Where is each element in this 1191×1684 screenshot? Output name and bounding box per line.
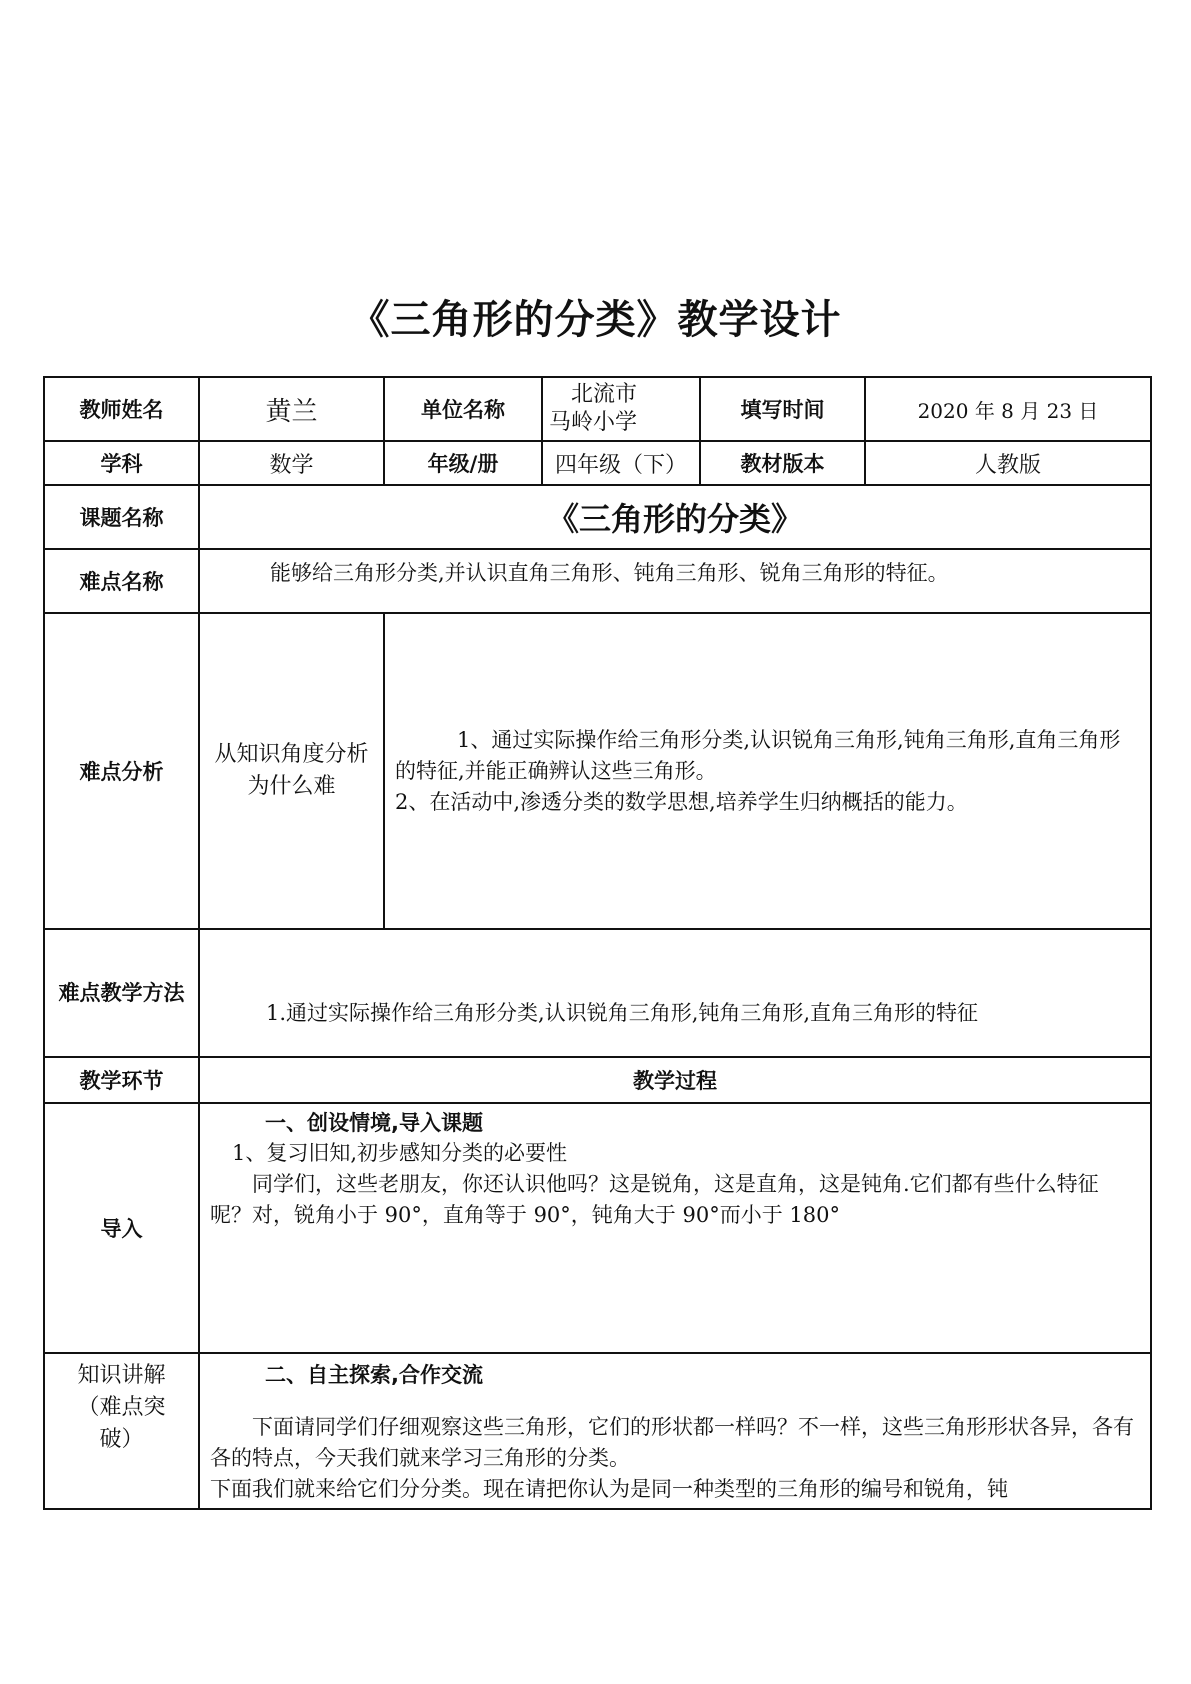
difficulty-label: 难点名称 [44,549,199,613]
subject-label: 学科 [44,441,199,485]
knowledge-content [199,1353,1151,1509]
fill-date-value: 2020 年 8 月 23 日 [865,377,1151,441]
analysis-sub-text: 从知识角度分析为什么难 [214,742,369,799]
knowledge-label: 知识讲解（难点突破） [77,1363,166,1452]
grade-value: 四年级（下） [542,441,700,485]
intro-heading: 一、创设情境,导入课题 [265,1111,483,1135]
intro-text: 同学们，这些老朋友，你还认识他吗？这是锐角，这是直角，这是钝角.它们都有些什么特征呢？对，锐角小于 90°，直角等于 90°，钝角大于 90°而小于 180° [210,1172,1099,1227]
topic-value: 《三角形的分类》 [199,485,1151,549]
edition-label: 教材版本 [700,441,865,485]
analysis-sub-label [199,613,384,929]
unit-name-value [542,377,700,441]
analysis-line2: 2、在活动中,渗透分类的数学思想,培养学生归纳概括的能力。 [395,789,968,814]
fill-date-label: 填写时间 [700,377,865,441]
method-cell [199,929,1151,1057]
topic-label: 课题名称 [44,485,199,549]
unit-name-label: 单位名称 [384,377,542,441]
knowledge-heading: 二、自主探索,合作交流 [265,1363,483,1387]
unit-name-line2: 马岭小学 [549,410,638,435]
unit-name-line1: 北流市 [571,382,638,407]
subject-value: 数学 [199,441,384,485]
intro-label: 导入 [44,1103,199,1353]
analysis-label: 难点分析 [44,613,199,929]
knowledge-text1: 下面请同学们仔细观察这些三角形，它们的形状都一样吗？不一样，这些三角形形状各异，各有各的特点，今天我们就来学习三角形的分类。 [210,1415,1134,1470]
process-header: 教学过程 [199,1057,1151,1103]
analysis-content [384,613,1151,929]
difficulty-value: 能够给三角形分类,并认识直角三角形、钝角三角形、锐角三角形的特征。 [270,561,949,585]
intro-content [199,1103,1151,1353]
teacher-name-value: 黄兰 [199,377,384,441]
analysis-line1: 1、通过实际操作给三角形分类,认识锐角三角形,钝角三角形,直角三角形的特征,并能正确辨认这些三角形。 [395,727,1121,783]
difficulty-cell [199,549,1151,613]
knowledge-label-cell [44,1353,199,1509]
intro-sub: 1、复习旧知,初步感知分类的必要性 [232,1141,568,1165]
document-title: 《三角形的分类》教学设计 [349,297,842,343]
method-label: 难点教学方法 [44,929,199,1057]
knowledge-text2: 下面我们就来给它们分分类。现在请把你认为是同一种类型的三角形的编号和锐角，钝 [210,1477,1008,1501]
teacher-name-label: 教师姓名 [44,377,199,441]
method-value: 1.通过实际操作给三角形分类,认识锐角三角形,钝角三角形,直角三角形的特征 [266,1000,979,1025]
edition-value: 人教版 [865,441,1151,485]
stage-header: 教学环节 [44,1057,199,1103]
lesson-design-table [43,376,1152,1510]
grade-label: 年级/册 [384,441,542,485]
